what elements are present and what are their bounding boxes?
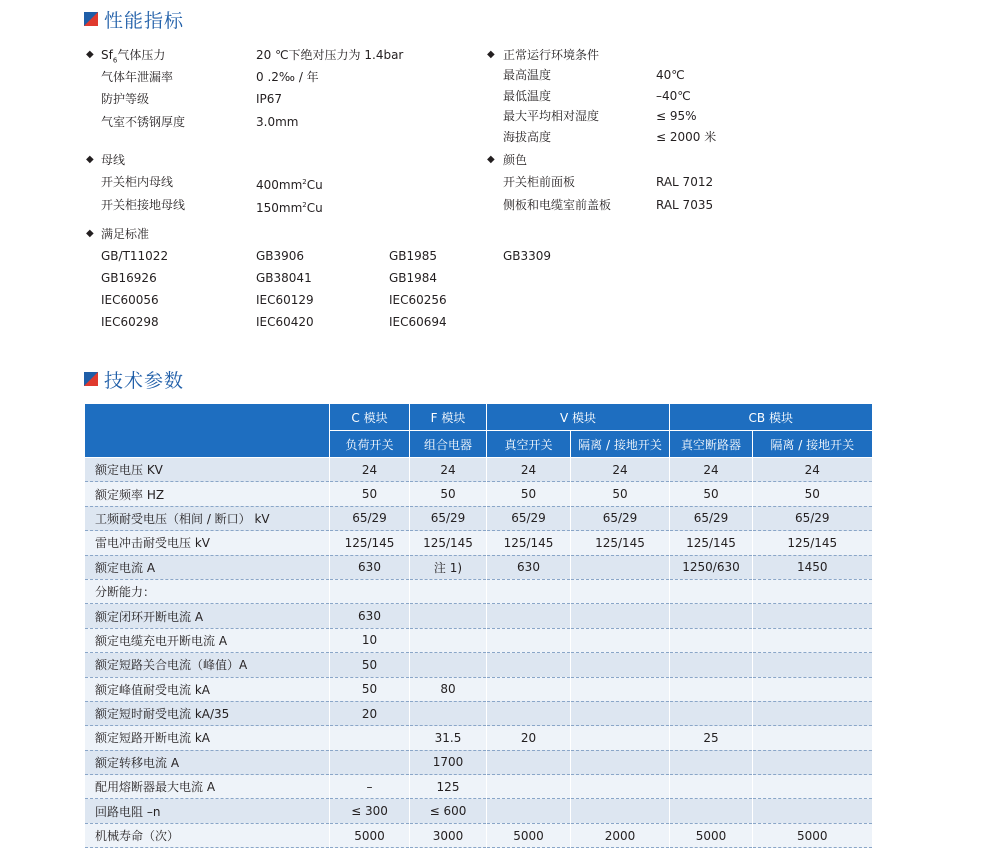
table-row: [85, 799, 872, 823]
table-cell: 1450: [753, 555, 872, 579]
table-cell: 10: [330, 628, 410, 652]
header-group-c: C 模块: [330, 404, 410, 431]
header-sub-cell: 真空断路器: [670, 431, 753, 458]
table-cell: [753, 726, 872, 750]
spec-label: 侧板和电缆室前盖板: [503, 198, 612, 212]
row-label: 额定频率 HZ: [85, 482, 330, 506]
table-cell: [571, 799, 670, 823]
table-cell: 125/145: [753, 531, 872, 555]
table-cell: 125/145: [571, 531, 670, 555]
row-label: 工频耐受电压（相间 / 断口） kV: [85, 506, 330, 530]
spec-value: ≤ 2000 米: [656, 130, 717, 144]
spec-label-sf6: $Sf_6$气体压力: [101, 48, 166, 65]
table-cell: [670, 775, 753, 799]
spec-label: 最低温度: [503, 89, 552, 103]
spec-value: IP67: [256, 92, 283, 106]
table-row: [85, 628, 872, 652]
table-cell: –: [330, 775, 410, 799]
spec-value: ≤ 95%: [656, 109, 697, 123]
table-cell: [753, 775, 872, 799]
standard-item: IEC60256: [389, 293, 447, 307]
table-row: [85, 677, 872, 701]
table-cell: [753, 799, 872, 823]
spec-label: 开关柜前面板: [503, 175, 576, 189]
table-row: [85, 726, 872, 750]
table-row: [85, 482, 872, 506]
header-sub-cell: 负荷开关: [330, 431, 410, 458]
standard-item: GB38041: [256, 271, 312, 285]
table-cell: [487, 604, 571, 628]
table-cell: 5000: [487, 823, 571, 847]
section-header-technical: [84, 366, 184, 392]
table-cell: [753, 579, 872, 603]
table-cell: 50: [753, 482, 872, 506]
header-group-v: V 模块: [487, 404, 670, 431]
table-cell: 50: [410, 482, 487, 506]
table-cell: [753, 701, 872, 725]
row-label: 回路电阻 –n: [85, 799, 330, 823]
header-group-cb: CB 模块: [670, 404, 872, 431]
table-cell: 注 1): [410, 555, 487, 579]
standard-item: GB1985: [389, 249, 438, 263]
table-cell: [487, 775, 571, 799]
table-cell: [487, 677, 571, 701]
spec-group-title-busbar: 母线: [101, 153, 126, 167]
row-label: 额定短路关合电流（峰值）A: [85, 653, 330, 677]
table-cell: 65/29: [753, 506, 872, 530]
table-cell: [753, 750, 872, 774]
table-cell: 125/145: [670, 531, 753, 555]
row-label: 机械寿命（次）: [85, 823, 330, 847]
section-marker-icon: [84, 372, 98, 386]
table-cell: 50: [330, 677, 410, 701]
row-label: 额定短时耐受电流 kA/35: [85, 701, 330, 725]
row-label: 额定短路开断电流 kA: [85, 726, 330, 750]
table-cell: [487, 653, 571, 677]
table-cell: 2000: [571, 823, 670, 847]
row-label: 额定电流 A: [85, 555, 330, 579]
table-cell: [487, 750, 571, 774]
spec-value: RAL 7035: [656, 198, 714, 212]
spec-group-title-standards: 满足标准: [101, 227, 150, 241]
table-cell: [571, 579, 670, 603]
row-label: 额定闭环开断电流 A: [85, 604, 330, 628]
table-cell: 630: [330, 604, 410, 628]
table-cell: [753, 604, 872, 628]
spec-value: RAL 7012: [656, 175, 714, 189]
table-row: [85, 701, 872, 725]
table-cell: [571, 604, 670, 628]
table-cell: 24: [571, 458, 670, 482]
table-cell: [753, 653, 872, 677]
table-cell: 65/29: [330, 506, 410, 530]
table-cell: 1250/630: [670, 555, 753, 579]
table-cell: [330, 750, 410, 774]
table-cell: 50: [670, 482, 753, 506]
header-sub-cell: 组合电器: [410, 431, 487, 458]
row-label: 配用熔断器最大电流 A: [85, 775, 330, 799]
table-cell: 65/29: [487, 506, 571, 530]
spec-value: 0 .2‰ / 年: [256, 70, 319, 84]
spec-label: 气室不锈钢厚度: [101, 115, 186, 129]
table-cell: [571, 628, 670, 652]
header-sub-cell: 隔离 / 接地开关: [753, 431, 872, 458]
table-cell: ≤ 300: [330, 799, 410, 823]
table-cell: [410, 628, 487, 652]
header-sub-cell: 真空开关: [487, 431, 571, 458]
standard-item: IEC60298: [101, 315, 159, 329]
table-cell: 25: [670, 726, 753, 750]
table-row: [85, 653, 872, 677]
table-cell: [670, 604, 753, 628]
diamond-bullet-icon: ◆: [487, 154, 495, 165]
table-header-row: [85, 404, 872, 431]
section-title: 性能指标: [104, 9, 185, 32]
table-cell: [487, 579, 571, 603]
spec-value: 3.0mm: [256, 115, 299, 129]
spec-value: 40℃: [656, 68, 685, 82]
table-cell: [487, 701, 571, 725]
section-marker-icon: [84, 12, 98, 26]
table-row: [85, 750, 872, 774]
table-cell: 50: [330, 653, 410, 677]
table-cell: 50: [330, 482, 410, 506]
table-cell: 65/29: [670, 506, 753, 530]
spec-group-title-env: 正常运行环境条件: [503, 48, 600, 62]
spec-value: –40℃: [656, 89, 691, 103]
table-cell: [487, 799, 571, 823]
technical-params-table: [84, 404, 872, 848]
spec-label: 防护等级: [101, 92, 150, 106]
table-cell: [670, 677, 753, 701]
table-cell: 65/29: [410, 506, 487, 530]
table-cell: 630: [487, 555, 571, 579]
header-sub-cell: 隔离 / 接地开关: [571, 431, 670, 458]
table-row: [85, 604, 872, 628]
table-cell: [571, 775, 670, 799]
row-label: 额定峰值耐受电流 kA: [85, 677, 330, 701]
row-label: 额定电缆充电开断电流 A: [85, 628, 330, 652]
spec-label: 最大平均相对湿度: [503, 109, 600, 123]
diamond-bullet-icon: ◆: [487, 49, 495, 60]
table-cell: 24: [330, 458, 410, 482]
standard-item: IEC60056: [101, 293, 159, 307]
table-cell: 3000: [410, 823, 487, 847]
spec-value: $400mm^2Cu$: [256, 178, 323, 192]
table-cell: 24: [410, 458, 487, 482]
standard-item: GB/T11022: [101, 249, 169, 263]
row-label: 额定转移电流 A: [85, 750, 330, 774]
table-cell: 5000: [753, 823, 872, 847]
table-row: [85, 555, 872, 579]
table-cell: 125/145: [410, 531, 487, 555]
table-row: [85, 775, 872, 799]
table-cell: [571, 653, 670, 677]
section-title: 技术参数: [104, 369, 185, 392]
table-row: [85, 579, 872, 603]
table-cell: [410, 579, 487, 603]
spec-group-title-color: 颜色: [503, 153, 528, 167]
table-cell: [330, 579, 410, 603]
table-cell: [571, 726, 670, 750]
table-cell: [571, 555, 670, 579]
table-cell: [670, 750, 753, 774]
table-cell: [670, 701, 753, 725]
standard-item: GB16926: [101, 271, 157, 285]
table-cell: 50: [571, 482, 670, 506]
table-cell: [410, 701, 487, 725]
row-label: 分断能力：: [85, 579, 330, 603]
table-row: [85, 458, 872, 482]
table-cell: 31.5: [410, 726, 487, 750]
spec-label: 气体年泄漏率: [101, 70, 174, 84]
spec-label: 开关柜内母线: [101, 175, 174, 189]
table-cell: [670, 653, 753, 677]
spec-label: 最高温度: [503, 68, 552, 82]
table-cell: [753, 677, 872, 701]
table-cell: 65/29: [571, 506, 670, 530]
table-cell: 5000: [670, 823, 753, 847]
table-cell: 125/145: [487, 531, 571, 555]
table-cell: [410, 604, 487, 628]
table-cell: 20: [330, 701, 410, 725]
table-cell: [670, 628, 753, 652]
standard-item: GB1984: [389, 271, 438, 285]
table-cell: [571, 701, 670, 725]
table-cell: 125/145: [330, 531, 410, 555]
section-header-performance: [84, 6, 184, 32]
table-cell: 24: [753, 458, 872, 482]
table-cell: ≤ 600: [410, 799, 487, 823]
table-cell: 125: [410, 775, 487, 799]
table-row: [85, 506, 872, 530]
diamond-bullet-icon: ◆: [86, 228, 94, 239]
table-cell: 1700: [410, 750, 487, 774]
table-cell: 5000: [330, 823, 410, 847]
standard-item: GB3906: [256, 249, 305, 263]
standard-item: IEC60420: [256, 315, 314, 329]
table-row: [85, 531, 872, 555]
table-cell: [670, 799, 753, 823]
table-cell: [670, 579, 753, 603]
spec-value: $150mm^2Cu$: [256, 201, 323, 215]
table-cell: [410, 653, 487, 677]
standard-item: IEC60694: [389, 315, 447, 329]
spec-value-sf6: 20 ℃下绝对压力为 1.4bar: [256, 48, 404, 62]
standard-item: GB3309: [503, 249, 552, 263]
diamond-bullet-icon: ◆: [86, 49, 94, 60]
table-cell: 80: [410, 677, 487, 701]
header-blank-cell: [85, 404, 330, 458]
table-cell: 24: [670, 458, 753, 482]
table-cell: [330, 726, 410, 750]
header-group-f: F 模块: [410, 404, 487, 431]
table-cell: [571, 750, 670, 774]
table-cell: 24: [487, 458, 571, 482]
row-label: 额定电压 KV: [85, 458, 330, 482]
table-cell: [571, 677, 670, 701]
table-row: [85, 823, 872, 847]
row-label: 雷电冲击耐受电压 kV: [85, 531, 330, 555]
table-cell: [487, 628, 571, 652]
standard-item: IEC60129: [256, 293, 314, 307]
spec-label: 开关柜接地母线: [101, 198, 186, 212]
table-cell: 20: [487, 726, 571, 750]
table-cell: [753, 628, 872, 652]
table-cell: 50: [487, 482, 571, 506]
diamond-bullet-icon: ◆: [86, 154, 94, 165]
table-cell: 630: [330, 555, 410, 579]
spec-label: 海拔高度: [503, 130, 552, 144]
